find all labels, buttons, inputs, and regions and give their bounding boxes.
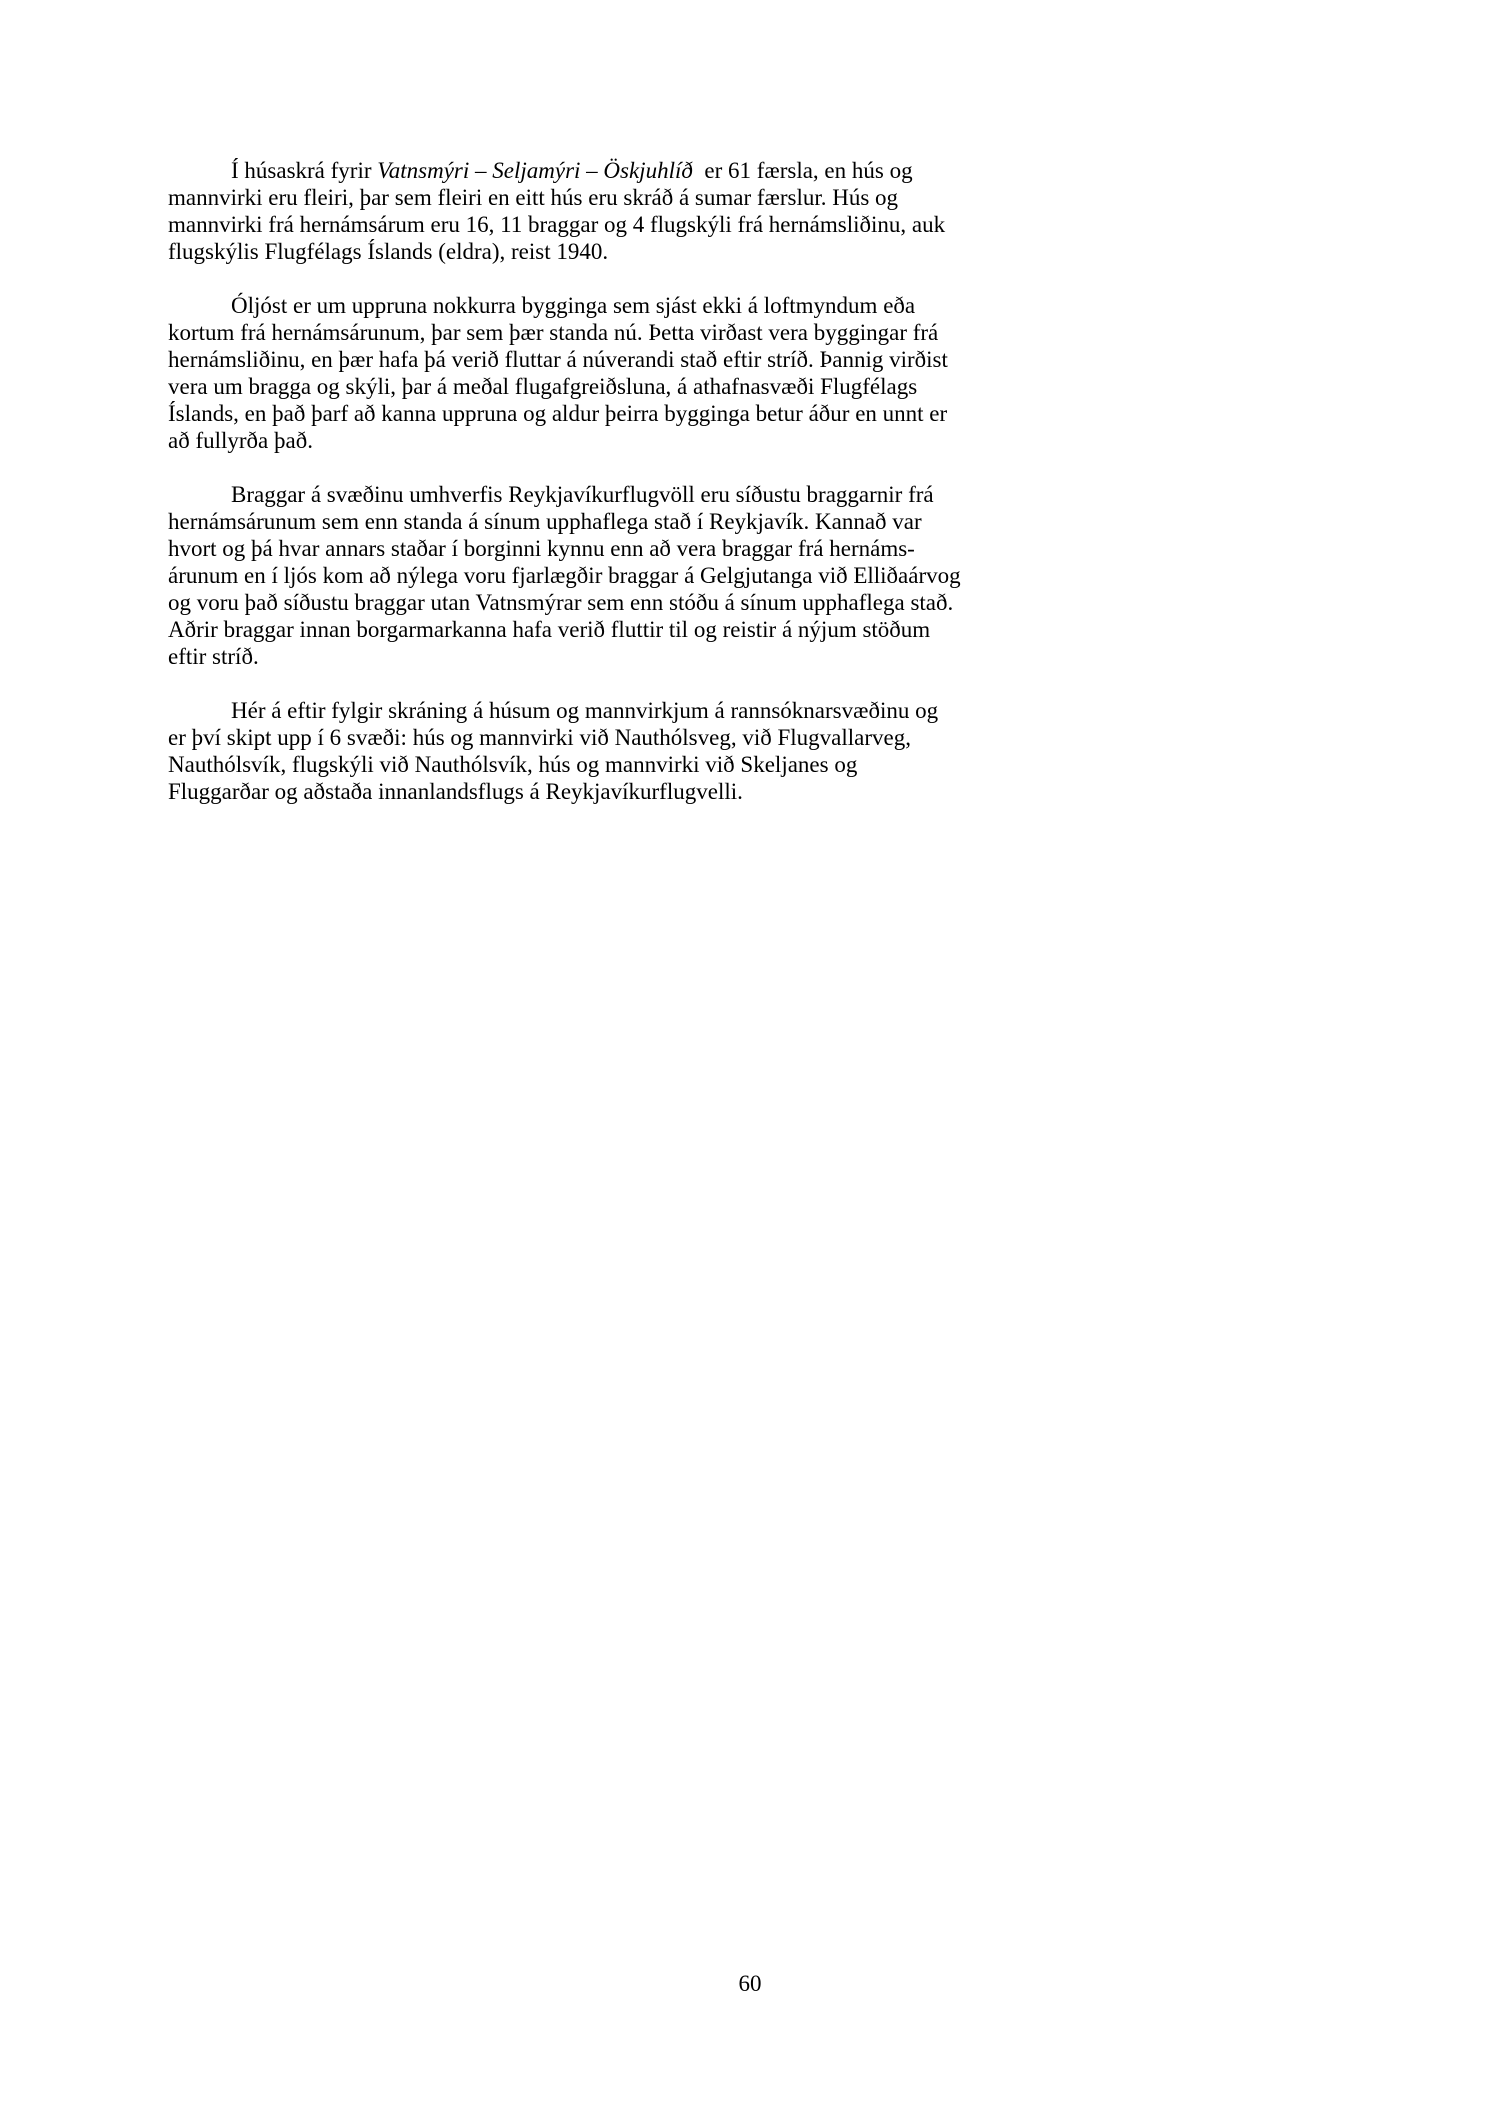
paragraph-1 (168, 157, 978, 265)
text-line: Fluggarðar og aðstaða innanlandsflugs á Reykjavíkurflugvelli. (168, 779, 743, 804)
text-line: Nauthólsvík, flugskýli við Nauthólsvík, hús og mannvirki við Skeljanes og (168, 752, 858, 777)
text-run: Í húsaskrá fyrir (231, 158, 378, 183)
text-line: hernámsárunum sem enn standa á sínum upphaflega stað í Reykjavík. Kannað var (168, 509, 922, 534)
text-block (168, 157, 978, 832)
text-line: að fullyrða það. (168, 428, 313, 453)
italic-place-names: Vatnsmýri – Seljamýri – Öskjuhlíð (377, 158, 693, 183)
paragraph-2 (168, 292, 978, 454)
text-line: Óljóst er um uppruna nokkurra bygginga sem sjást ekki á loftmyndum eða (231, 293, 916, 318)
text-line: mannvirki frá hernámsárum eru 16, 11 braggar og 4 flugskýli frá hernámsliðinu, auk (168, 212, 946, 237)
paragraph-3 (168, 481, 978, 670)
text-line: árunum en í ljós kom að nýlega voru fjarlægðir braggar á Gelgjutanga við Elliðaárvog (168, 563, 961, 588)
text-line: hvort og þá hvar annars staðar í borginni kynnu enn að vera braggar frá hernáms- (168, 536, 915, 561)
text-line (168, 157, 978, 184)
text-run: er 61 færsla, en hús og (692, 158, 913, 183)
text-line: Aðrir braggar innan borgarmarkanna hafa verið fluttir til og reistir á nýjum stöðum (168, 617, 931, 642)
text-line: Braggar á svæðinu umhverfis Reykjavíkurflugvöll eru síðustu braggarnir frá (231, 482, 934, 507)
text-line: hernámsliðinu, en þær hafa þá verið fluttar á núverandi stað eftir stríð. Þannig virðist (168, 347, 948, 372)
page-number: 60 (738, 1971, 762, 1996)
text-line: kortum frá hernámsárunum, þar sem þær standa nú. Þetta virðast vera byggingar frá (168, 320, 939, 345)
text-line: eftir stríð. (168, 644, 259, 669)
text-line: Íslands, en það þarf að kanna uppruna og aldur þeirra bygginga betur áður en unnt er (168, 401, 948, 426)
text-line: mannvirki eru fleiri, þar sem fleiri en eitt hús eru skráð á sumar færslur. Hús og (168, 185, 899, 210)
text-line: flugskýlis Flugfélags Íslands (eldra), reist 1940. (168, 239, 609, 264)
text-line: vera um bragga og skýli, þar á meðal flugafgreiðsluna, á athafnasvæði Flugfélags (168, 374, 918, 399)
text-line: er því skipt upp í 6 svæði: hús og mannvirki við Nauthólsveg, við Flugvallarveg, (168, 725, 911, 750)
text-line: og voru það síðustu braggar utan Vatnsmýrar sem enn stóðu á sínum upphaflega stað. (168, 590, 954, 615)
text-line: Hér á eftir fylgir skráning á húsum og mannvirkjum á rannsóknarsvæðinu og (231, 698, 939, 723)
paragraph-4 (168, 697, 978, 805)
